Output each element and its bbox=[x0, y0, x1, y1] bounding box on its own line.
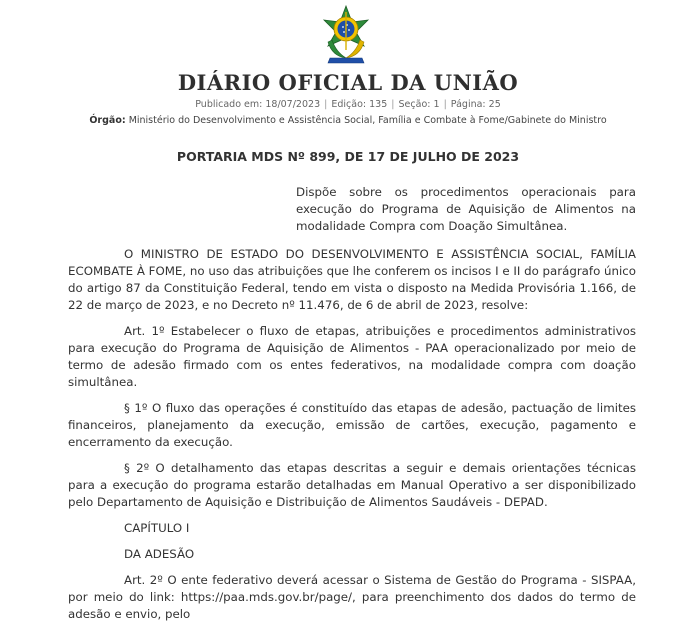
preamble-paragraph: O MINISTRO DE ESTADO DO DESENVOLVIMENTO E ASSISTÊNCIA SOCIAL, FAMÍLIA ECOMBATE À FOME, no uso das atribuições que lhe conferem os incisos I e II do parágrafo único do artigo 87 da Constituição Federal, tendo em vista o disposto na Medida Provisória 1.166, de 22 de março de 2023, e no Decreto nº 11.476, de 6 de abril de 2023, resolve: bbox=[68, 247, 636, 312]
issuing-agency bbox=[0, 115, 696, 126]
page-number: Página: 25 bbox=[450, 99, 501, 110]
article-paragraph: Art. 1º Estabelecer o fluxo de etapas, atribuições e procedimentos administrativos para execução do Programa de Aquisição de Alimentos - PAA operacionalizado por meio de termo de adesão firmado com os entes federativos, na modalidade compra com doação simultânea. bbox=[68, 324, 636, 389]
section-paragraph: § 2º O detalhamento das etapas descritas a seguir e demais orientações técnicas para a execução do programa estarão detalhadas em Manual Operativo a ser disponibilizado pelo Departamento de Aquisição e Distribuição de Alimentos Saudáveis - DEPAD. bbox=[68, 461, 636, 509]
article-paragraph: Art. 2º O ente federativo deverá acessar o Sistema de Gestão do Programa - SISPAA, por meio do link: https://paa.mds.gov.br/page/, para preenchimento dos dados do termo de adesão e envio, pelo bbox=[68, 573, 636, 621]
meta-separator: | bbox=[443, 99, 447, 110]
act-summary: Dispõe sobre os procedimentos operacionais para execução do Programa de Aquisição de Alimentos na modalidade Compra com Doação Simultânea. bbox=[296, 185, 636, 233]
act-title: PORTARIA MDS Nº 899, DE 17 DE JULHO DE 2023 bbox=[176, 149, 520, 164]
agency-label: Órgão: bbox=[89, 115, 126, 126]
act-body bbox=[68, 246, 636, 632]
agency-name: Ministério do Desenvolvimento e Assistência Social, Família e Combate à Fome/Gabinete do Ministro bbox=[128, 115, 607, 126]
section-paragraph: § 1º O fluxo das operações é constituído das etapas de adesão, pactuação de limites financeiros, planejamento da execução, emissão de cartões, execução, pagamento e encerramento da execução. bbox=[68, 401, 636, 449]
meta-separator: | bbox=[324, 99, 328, 110]
publication-metadata bbox=[0, 99, 696, 110]
chapter-heading: CAPÍTULO I bbox=[124, 521, 190, 535]
edition-number: Edição: 135 bbox=[331, 99, 388, 110]
journal-title: DIÁRIO OFICIAL DA UNIÃO bbox=[177, 70, 519, 95]
chapter-title: DA ADESÃO bbox=[124, 547, 195, 561]
published-date: Publicado em: 18/07/2023 bbox=[195, 99, 321, 110]
meta-separator: | bbox=[391, 99, 395, 110]
section-number: Seção: 1 bbox=[398, 99, 440, 110]
brazil-coat-of-arms-icon bbox=[318, 4, 374, 66]
